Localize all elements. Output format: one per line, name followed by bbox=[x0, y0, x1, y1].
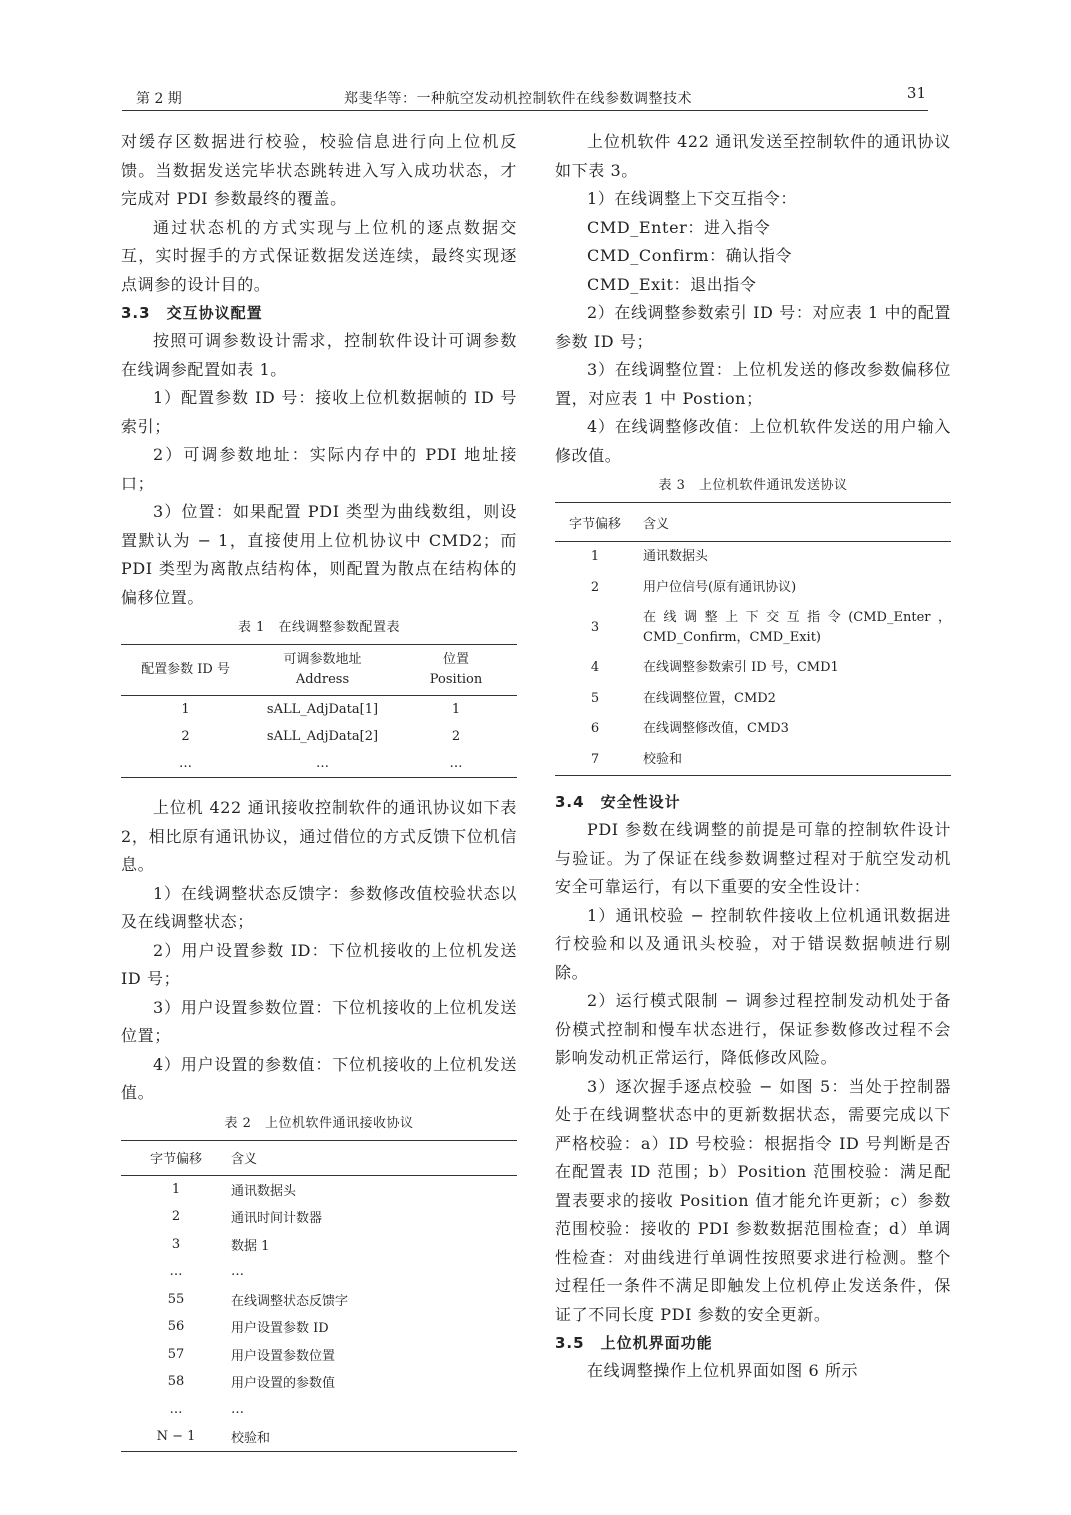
table-row bbox=[121, 1286, 517, 1314]
table-header-row bbox=[121, 645, 517, 696]
table-row bbox=[121, 1396, 517, 1424]
list-item: 3）逐次握手逐点校验 − 如图 5：当处于控制器处于在线调整状态中的更新数据状态，需要完成以下严格校验：a）ID 号校验：根据指令 ID 号判断是否在配置表 ID 范围；b）Position 范围校验：满足配置表要求的接收 Position 值才能允许更新；c）参数范围校验：接收的 PDI 参数数据范围检查；d）单调性检查：对曲线进行单调性按照要求进行检测。整个过程任一条件不满足即触发上位机停止发送条件，保证了不同长度 PDI 参数的安全更新。 bbox=[555, 1076, 951, 1324]
table-cell: … bbox=[316, 756, 329, 771]
list-item: 3）在线调整位置：上位机发送的修改参数偏移位置，对应表 1 中 Postion； bbox=[555, 360, 951, 408]
table-row bbox=[555, 573, 951, 604]
paragraph: 对缓存区数据进行校验，校验信息进行向上位机反馈。当数据发送完毕状态跳转进入写入成功状态，才完成对 PDI 参数最终的覆盖。 bbox=[121, 132, 517, 208]
table-row bbox=[121, 1313, 517, 1341]
list-item: 2）用户设置参数 ID：下位机接收的上位机发送 ID 号； bbox=[121, 940, 517, 988]
table-cell: 用户设置参数 ID bbox=[231, 1321, 329, 1337]
table-header-row bbox=[555, 503, 951, 542]
table-cell: 4 bbox=[590, 660, 600, 676]
table-row bbox=[121, 696, 517, 724]
column-header: 含义 bbox=[643, 516, 670, 532]
table-cell: 在线调整修改值，CMD3 bbox=[643, 721, 789, 737]
column-header: 字节偏移 bbox=[568, 516, 621, 532]
table-row bbox=[121, 750, 517, 778]
table-cell: 在线调整状态反馈字 bbox=[231, 1293, 349, 1309]
list-item: CMD_Exit：退出指令 bbox=[587, 274, 757, 294]
list-item: 1）通讯校验 − 控制软件接收上位机通讯数据进行校验和以及通讯头校验，对于错误数据帧进行剔除。 bbox=[555, 905, 951, 982]
table-row bbox=[121, 1368, 517, 1396]
table-cell: 55 bbox=[167, 1291, 185, 1307]
page-number: 31 bbox=[906, 84, 926, 102]
running-header bbox=[122, 84, 928, 111]
table-cell: 通讯数据头 bbox=[643, 549, 709, 565]
section-title: 上位机界面功能 bbox=[600, 1334, 713, 1352]
table-cell: 用户设置参数位置 bbox=[231, 1348, 336, 1364]
table-cell: … bbox=[179, 756, 192, 771]
table-cell: 6 bbox=[590, 721, 600, 737]
table-cell: 1 bbox=[451, 702, 461, 717]
table-cell: 校验和 bbox=[643, 751, 683, 767]
table-header-row bbox=[121, 1140, 517, 1175]
column-header: 配置参数 ID 号 bbox=[141, 662, 230, 677]
table-cell: 2 bbox=[171, 1209, 181, 1225]
list-item: 3）位置：如果配置 PDI 类型为曲线数组，则设置默认为 − 1，直接使用上位机协议中 CMD2；而 PDI 类型为离散点结构体，则配置为散点在结构体的偏移位置。 bbox=[121, 502, 517, 607]
table-row bbox=[121, 1231, 517, 1259]
issue-number: 第 2 期 bbox=[136, 91, 182, 107]
table-cell: 通讯时间计数器 bbox=[231, 1211, 323, 1227]
table-cell: 1 bbox=[181, 702, 190, 717]
list-item: 4）用户设置的参数值：下位机接收的上位机发送值。 bbox=[121, 1054, 517, 1102]
right-column bbox=[555, 128, 951, 1386]
section-number: 3.5 bbox=[555, 1334, 585, 1352]
section-number: 3.3 bbox=[121, 304, 151, 322]
list-item: 2）在线调整参数索引 ID 号：对应表 1 中的配置参数 ID 号； bbox=[555, 303, 951, 351]
section-title: 安全性设计 bbox=[600, 793, 681, 811]
paragraph: 在线调整操作上位机界面如图 6 所示 bbox=[587, 1361, 859, 1380]
table-row bbox=[121, 1175, 517, 1203]
list-item: 2）可调参数地址：实际内存中的 PDI 地址接口； bbox=[121, 445, 517, 493]
table-cell: N − 1 bbox=[156, 1429, 196, 1445]
table-1-caption: 表 1 在线调整参数配置表 bbox=[238, 620, 400, 635]
list-item: 4）在线调整修改值：上位机软件发送的用户输入修改值。 bbox=[555, 417, 951, 465]
table-cell: 1 bbox=[590, 549, 600, 565]
column-header: 字节偏移 bbox=[149, 1152, 202, 1167]
table-cell: … bbox=[231, 1264, 244, 1280]
table-cell: 58 bbox=[167, 1374, 185, 1390]
column-header: 可调参数地址 Address bbox=[283, 652, 362, 687]
table-cell: 57 bbox=[167, 1346, 185, 1362]
section-heading-3-5 bbox=[555, 1329, 951, 1357]
table-cell: 数据 1 bbox=[231, 1238, 270, 1254]
left-column bbox=[121, 128, 517, 1452]
paragraph: 上位机 422 通讯接收控制软件的通讯协议如下表 2，相比原有通讯协议，通过借位的方式反馈下位机信息。 bbox=[121, 798, 517, 874]
table-cell: 用户设置的参数值 bbox=[231, 1376, 336, 1392]
list-item: 3）用户设置参数位置：下位机接收的上位机发送位置； bbox=[121, 997, 517, 1045]
table-row bbox=[121, 1423, 517, 1451]
table-cell: 用户位信号(原有通讯协议) bbox=[643, 579, 797, 595]
table-cell: 56 bbox=[167, 1319, 185, 1335]
table-cell: … bbox=[169, 1401, 183, 1417]
table-row bbox=[555, 745, 951, 776]
list-item: 2）运行模式限制 − 调参过程控制发动机处于备份模式控制和慢车状态进行，保证参数修改过程不会影响发动机正常运行，降低修改风险。 bbox=[555, 991, 951, 1067]
table-cell: 2 bbox=[451, 729, 461, 744]
list-item: 1）配置参数 ID 号：接收上位机数据帧的 ID 号索引； bbox=[121, 388, 517, 436]
paragraph: 按照可调参数设计需求，控制软件设计可调参数在线调参配置如表 1。 bbox=[121, 331, 517, 379]
table-cell: 2 bbox=[590, 579, 600, 595]
table-cell: 在线调整参数索引 ID 号，CMD1 bbox=[643, 660, 839, 676]
table-cell: … bbox=[169, 1264, 183, 1280]
table-cell: 3 bbox=[590, 620, 600, 635]
column-header: 位置 Position bbox=[429, 652, 483, 687]
table-cell: sALL_AdjData[1] bbox=[266, 702, 379, 717]
table-cell: 在线调整位置，CMD2 bbox=[643, 690, 776, 706]
table-cell: 校验和 bbox=[231, 1431, 271, 1447]
section-title: 交互协议配置 bbox=[166, 304, 263, 322]
paragraph: 上位机软件 422 通讯发送至控制软件的通讯协议如下表 3。 bbox=[555, 132, 951, 180]
list-item: 1）在线调整状态反馈字：参数修改值校验状态以及在线调整状态； bbox=[121, 883, 517, 931]
table-cell: 7 bbox=[590, 751, 600, 767]
table-row bbox=[121, 1203, 517, 1231]
table-row bbox=[555, 603, 951, 653]
table-cell: 2 bbox=[181, 729, 190, 744]
table-cell: sALL_AdjData[2] bbox=[266, 729, 379, 744]
table-cell: 3 bbox=[171, 1236, 181, 1252]
table-row bbox=[555, 684, 951, 715]
paragraph: 通过状态机的方式实现与上位机的逐点数据交互，实时握手的方式保证数据发送连续，最终实现逐点调参的设计目的。 bbox=[121, 217, 517, 294]
table-row bbox=[555, 714, 951, 745]
table-1 bbox=[121, 644, 517, 778]
table-2 bbox=[121, 1140, 517, 1452]
list-item: 1）在线调整上下交互指令： bbox=[587, 189, 797, 208]
section-heading-3-4 bbox=[555, 788, 951, 816]
running-title: 郑斐华等：一种航空发动机控制软件在线参数调整技术 bbox=[344, 91, 692, 107]
table-cell: … bbox=[231, 1401, 244, 1417]
table-3 bbox=[555, 502, 951, 776]
table-2-caption: 表 2 上位机软件通讯接收协议 bbox=[224, 1115, 414, 1131]
table-row bbox=[121, 1341, 517, 1369]
column-header: 含义 bbox=[231, 1152, 258, 1167]
table-cell: 通讯数据头 bbox=[231, 1183, 297, 1199]
table-row bbox=[121, 1258, 517, 1286]
list-item: CMD_Enter：进入指令 bbox=[587, 217, 771, 237]
paragraph: PDI 参数在线调整的前提是可靠的控制软件设计与验证。为了保证在线参数调整过程对于航空发动机安全可靠运行，有以下重要的安全性设计： bbox=[555, 820, 951, 896]
table-cell: 在线调整上下交互指令(CMD_Enter，CMD_Confirm，CMD_Exit) bbox=[643, 610, 951, 645]
table-cell: 5 bbox=[590, 690, 600, 706]
table-cell: … bbox=[449, 756, 463, 771]
table-3-caption: 表 3 上位机软件通讯发送协议 bbox=[658, 478, 848, 493]
section-heading-3-3 bbox=[121, 299, 517, 327]
table-row bbox=[555, 653, 951, 684]
table-row bbox=[555, 542, 951, 573]
table-cell: 1 bbox=[171, 1181, 181, 1197]
table-row bbox=[121, 723, 517, 750]
section-number: 3.4 bbox=[555, 793, 585, 811]
list-item: CMD_Confirm：确认指令 bbox=[587, 246, 793, 265]
